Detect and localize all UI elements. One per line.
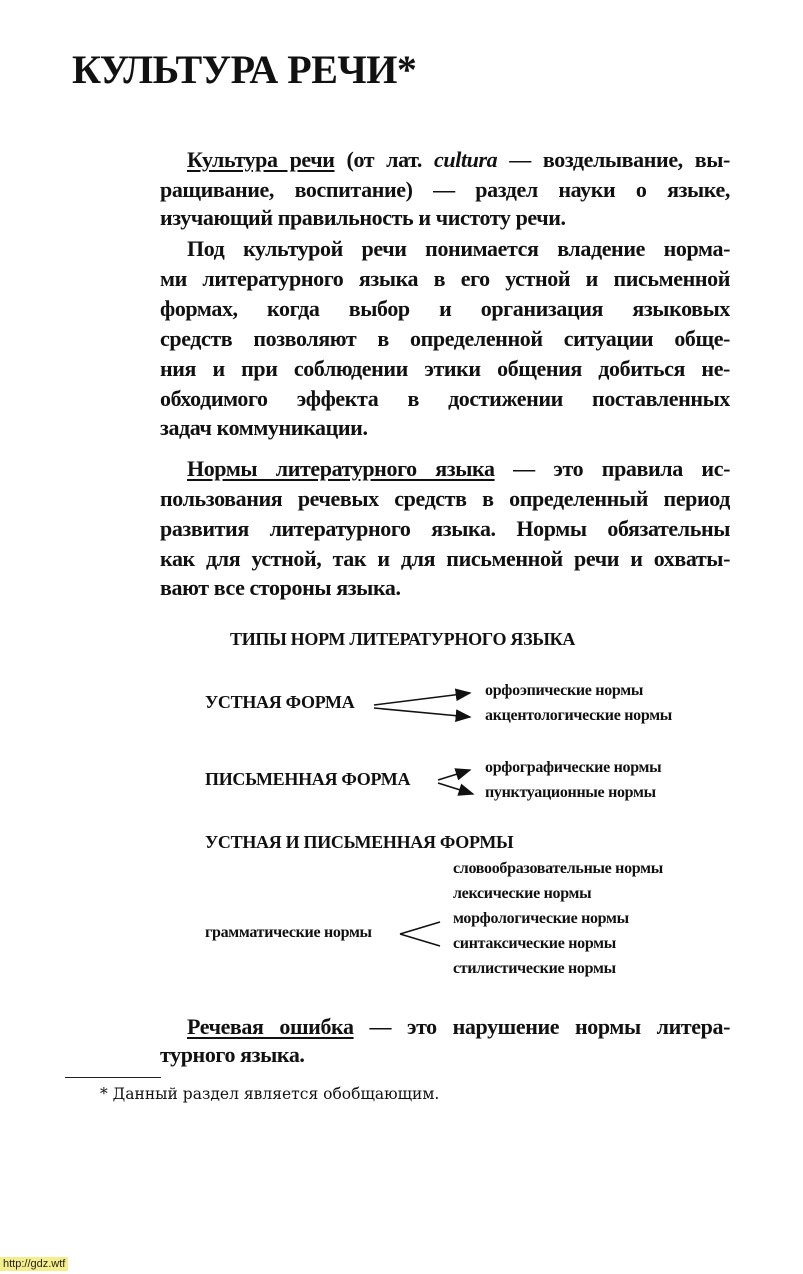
both-norm-2: лексические нормы [453,885,592,902]
both-norm-1: словообразовательные нормы [453,860,663,877]
line-text: — это правила ис- [494,456,730,481]
defined-term: Нормы литературного языка [187,456,495,481]
line-text: — это нарушение нормы литера- [353,1014,730,1039]
line-text: (от лат. cultura — возделывание, вы- [334,147,730,172]
line-text: обходимого эффекта в достижении поставленных [160,386,730,411]
footnote-rule [65,1077,161,1078]
footnote: * Данный раздел является обобщающим. [100,1085,440,1103]
both-norm-3: морфологические нормы [453,910,629,927]
diagram-title: ТИПЫ НОРМ ЛИТЕРАТУРНОГО ЯЗЫКА [230,629,576,649]
line-text: развития литературного языка. Нормы обязательны [160,516,730,541]
both-forms-label: УСТНАЯ И ПИСЬМЕННАЯ ФОРМЫ [205,832,514,852]
latin-word: cultura [434,147,498,172]
line-text: как для устной, так и для письменной речи и охваты- [160,546,730,571]
line-text: пользования речевых средств в определенный период [160,486,730,511]
line-text: задач коммуникации. [160,415,368,440]
line-text: изучающий правильность и чистоту речи. [160,205,566,230]
written-norm-1: орфографические нормы [485,759,662,776]
written-form-label: ПИСЬМЕННАЯ ФОРМА [205,769,411,789]
oral-norm-2: акцентологические нормы [485,707,672,724]
grammar-norms-label: грамматические нормы [205,924,372,941]
written-norm-2: пунктуационные нормы [485,784,656,801]
line-text: ращивание, воспитание) — раздел науки о языке, [160,177,730,202]
branch-line [400,934,440,946]
oral-form-label: УСТНАЯ ФОРМА [205,692,355,712]
line-text: средств позволяют в определенной ситуации обще- [160,326,730,351]
watermark: http://gdz.wtf [0,1257,68,1271]
arrow [374,708,470,717]
line-text: ния и при соблюдении этики общения добиться не- [160,356,730,381]
oral-norm-1: орфоэпические нормы [485,682,644,699]
line-text: вают все стороны языка. [160,575,401,600]
line-text: Под культурой речи понимается владение норма- [187,236,730,261]
arrow [438,783,473,794]
defined-term: Культура речи [187,147,335,172]
line-text: ми литературного языка в его устной и письменной [160,266,730,291]
line-text: турного языка. [160,1042,305,1067]
arrow [438,770,470,780]
both-norm-5: стилистические нормы [453,960,616,977]
both-norm-4: синтаксические нормы [453,935,616,952]
branch-line [400,922,440,934]
arrow [374,693,470,705]
defined-term: Речевая ошибка [187,1014,354,1039]
line-text: формах, когда выбор и организация языковых [160,296,730,321]
page-title: КУЛЬТУРА РЕЧИ* [72,47,417,92]
